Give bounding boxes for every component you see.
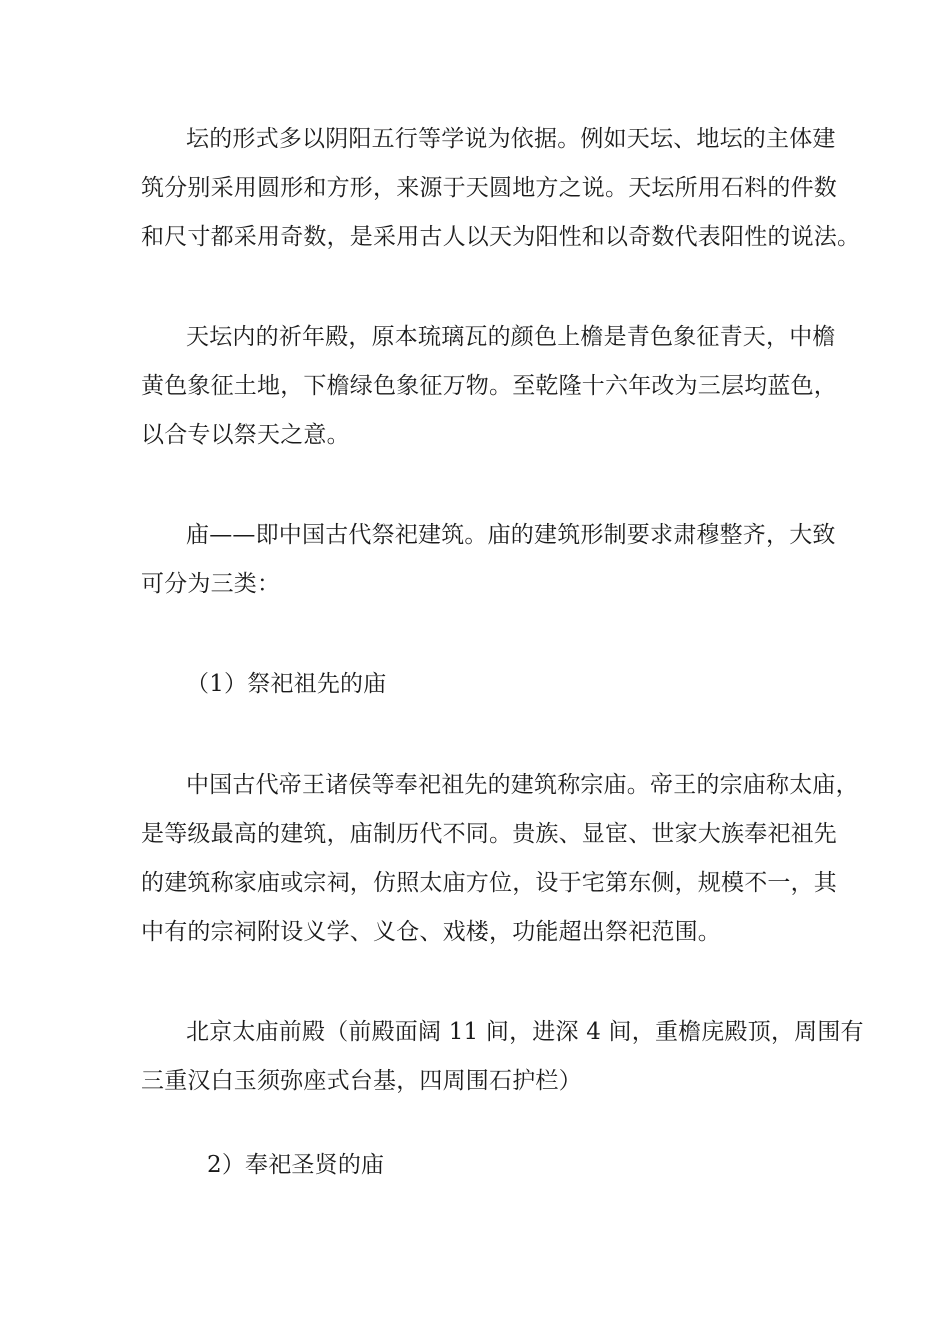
paragraph-1-line-1: 坛的形式多以阴阳五行等学说为依据。例如天坛、地坛的主体建 — [186, 126, 836, 152]
paragraph-4-line-3: 的建筑称家庙或宗祠，仿照太庙方位，设于宅第东侧，规模不一，其 — [141, 870, 837, 896]
section-heading-ancestor-temples: （1）祭祀祖先的庙 — [186, 671, 387, 697]
paragraph-4-line-4: 中有的宗祠附设义学、义仓、戏楼，功能超出祭祀范围。 — [141, 919, 721, 945]
paragraph-1-line-3: 和尺寸都采用奇数，是采用古人以天为阳性和以奇数代表阳性的说法。 — [141, 224, 861, 250]
section-heading-sage-temples: 2）奉祀圣贤的庙 — [207, 1152, 385, 1178]
paragraph-3-line-2: 可分为三类： — [141, 571, 281, 597]
paragraph-3-line-1: 庙——即中国古代祭祀建筑。庙的建筑形制要求肃穆整齐，大致 — [186, 522, 836, 548]
paragraph-2-line-2: 黄色象征土地，下檐绿色象征万物。至乾隆十六年改为三层均蓝色， — [141, 373, 837, 399]
paragraph-4-line-2: 是等级最高的建筑，庙制历代不同。贵族、显宦、世家大族奉祀祖先 — [141, 821, 837, 847]
paragraph-2-line-1: 天坛内的祈年殿，原本琉璃瓦的颜色上檐是青色象征青天，中檐 — [186, 324, 836, 350]
paragraph-4-line-1: 中国古代帝王诸侯等奉祀祖先的建筑称宗庙。帝王的宗庙称太庙， — [186, 772, 859, 798]
paragraph-1-line-2: 筑分别采用圆形和方形，来源于天圆地方之说。天坛所用石料的件数 — [141, 175, 837, 201]
paragraph-5-line-1: 北京太庙前殿（前殿面阔 11 间，进深 4 间，重檐庑殿顶，周围有 — [186, 1019, 864, 1045]
paragraph-5-line-2: 三重汉白玉须弥座式台基，四周围石护栏） — [141, 1068, 582, 1094]
paragraph-2-line-3: 以合专以祭天之意。 — [141, 422, 350, 448]
